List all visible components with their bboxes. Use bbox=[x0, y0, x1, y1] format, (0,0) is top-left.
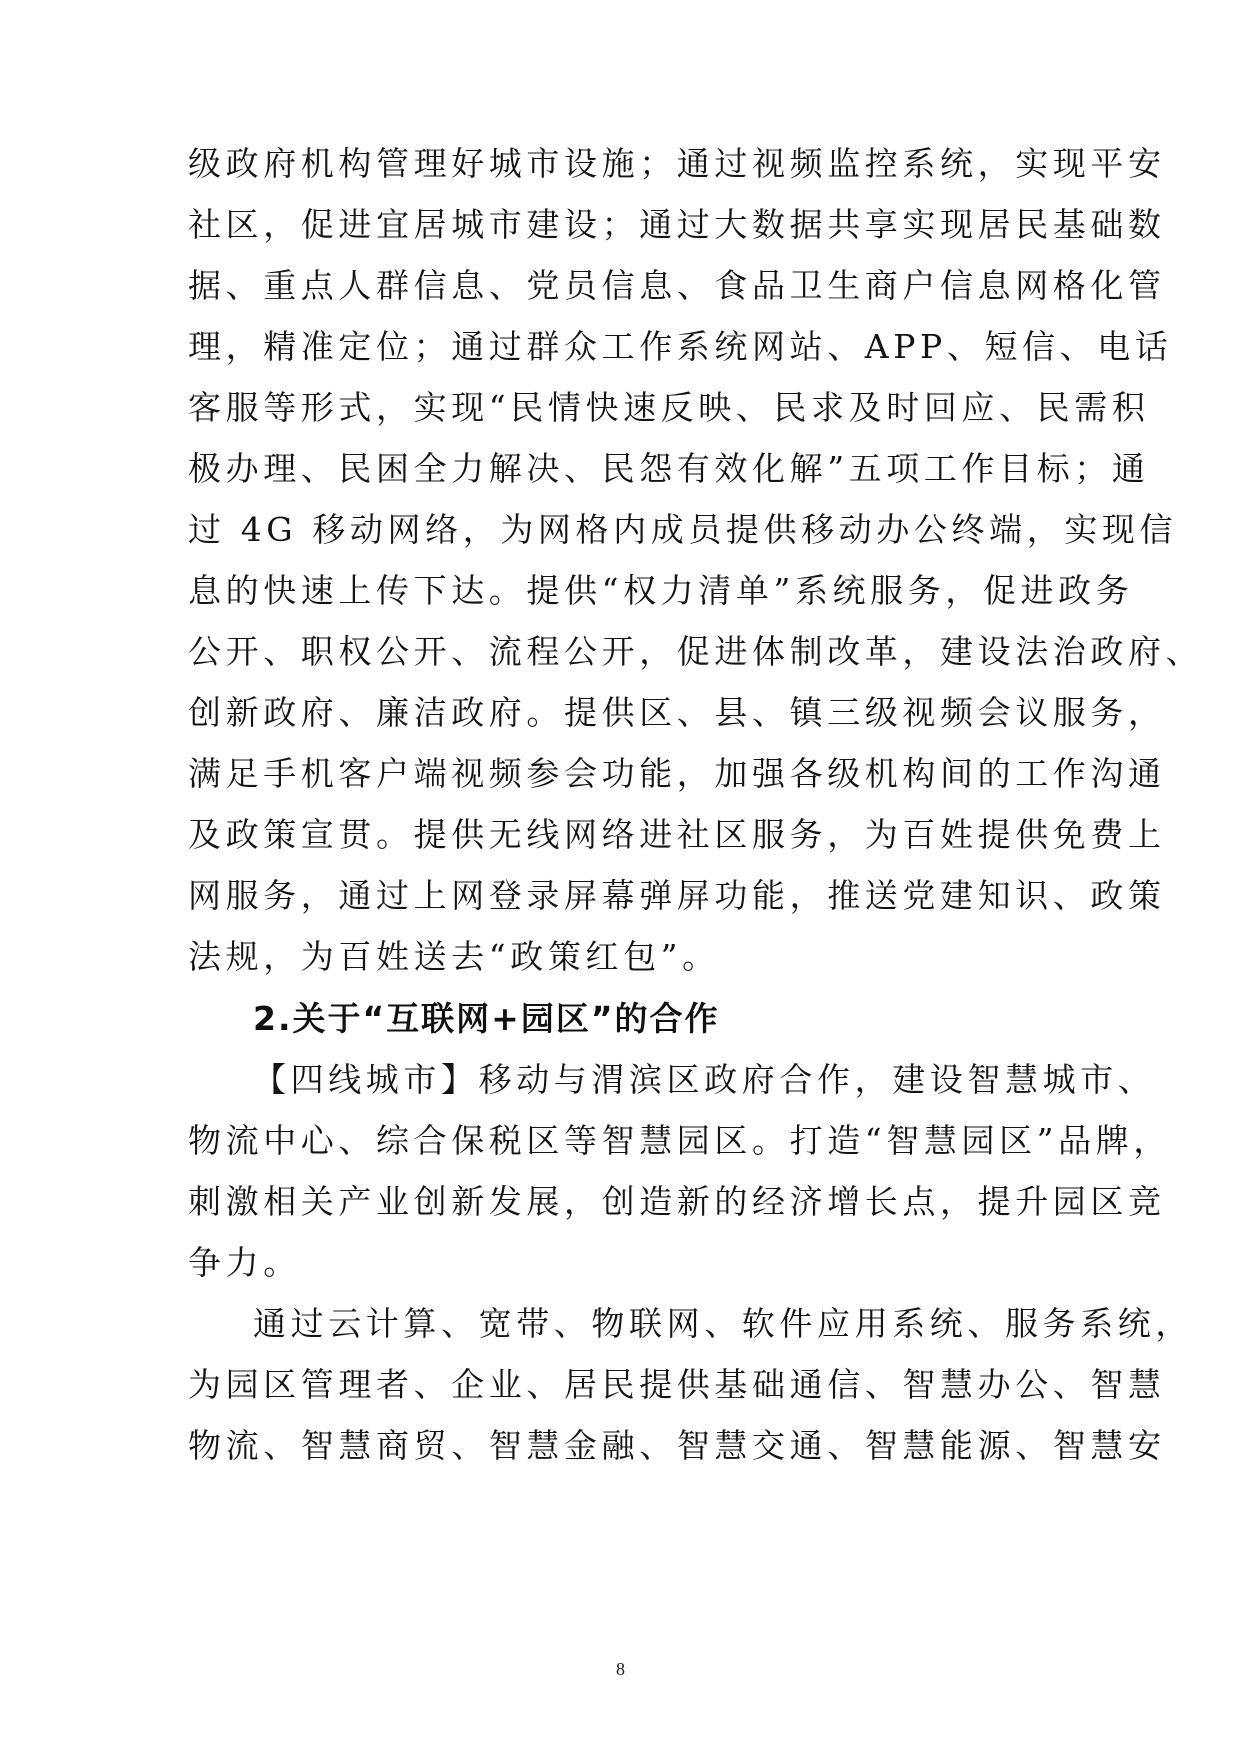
paragraph-1-line-4: 理，精准定位；通过群众工作系统网站、APP、短信、电话 bbox=[188, 327, 1173, 366]
paragraph-1-line-12: 及政策宣贯。提供无线网络进社区服务，为百姓提供免费上 bbox=[188, 815, 1166, 854]
paragraph-3-line-1: 通过云计算、宽带、物联网、软件应用系统、服务系统， bbox=[253, 1304, 1193, 1343]
paragraph-1-line-9: 公开、职权公开、流程公开，促进体制改革，建设法治政府、 bbox=[188, 632, 1204, 671]
page-number: 8 bbox=[616, 1659, 625, 1679]
paragraph-3-line-3: 物流、智慧商贸、智慧金融、智慧交通、智慧能源、智慧安 bbox=[188, 1426, 1166, 1465]
paragraph-2-line-3: 刺激相关产业创新发展，创造新的经济增长点，提升园区竞 bbox=[188, 1182, 1166, 1221]
paragraph-1-line-11: 满足手机客户端视频参会功能，加强各级机构间的工作沟通 bbox=[188, 754, 1166, 793]
paragraph-1-line-13: 网服务，通过上网登录屏幕弹屏功能，推送党建知识、政策 bbox=[188, 876, 1166, 915]
paragraph-1-line-10: 创新政府、廉洁政府。提供区、县、镇三级视频会议服务， bbox=[188, 693, 1166, 732]
paragraph-1-line-2: 社区，促进宜居城市建设；通过大数据共享实现居民基础数 bbox=[188, 205, 1166, 244]
paragraph-1-line-3: 据、重点人群信息、党员信息、食品卫生商户信息网格化管 bbox=[188, 266, 1166, 305]
paragraph-1-line-7: 过 4G 移动网络，为网格内成员提供移动办公终端，实现信 bbox=[188, 510, 1178, 549]
paragraph-2-line-1: 【四线城市】移动与渭滨区政府合作，建设智慧城市、 bbox=[253, 1060, 1156, 1099]
paragraph-1-line-8: 息的快速上传下达。提供“权力清单”系统服务，促进政务 bbox=[188, 571, 1134, 610]
paragraph-3-line-2: 为园区管理者、企业、居民提供基础通信、智慧办公、智慧 bbox=[188, 1365, 1166, 1404]
paragraph-1-line-14: 法规，为百姓送去“政策红包”。 bbox=[188, 937, 720, 976]
paragraph-2-line-2: 物流中心、综合保税区等智慧园区。打造“智慧园区”品牌， bbox=[188, 1121, 1171, 1160]
paragraph-1-line-6: 极办理、民困全力解决、民怨有效化解”五项工作目标；通 bbox=[188, 449, 1150, 488]
section-heading: 2.关于“互联网+园区”的合作 bbox=[253, 999, 720, 1038]
paragraph-1-line-5: 客服等形式，实现“民情快速反映、民求及时回应、民需积 bbox=[188, 388, 1150, 427]
paragraph-1-line-1: 级政府机构管理好城市设施；通过视频监控系统，实现平安 bbox=[188, 144, 1166, 183]
paragraph-2-line-4: 争力。 bbox=[188, 1243, 301, 1282]
